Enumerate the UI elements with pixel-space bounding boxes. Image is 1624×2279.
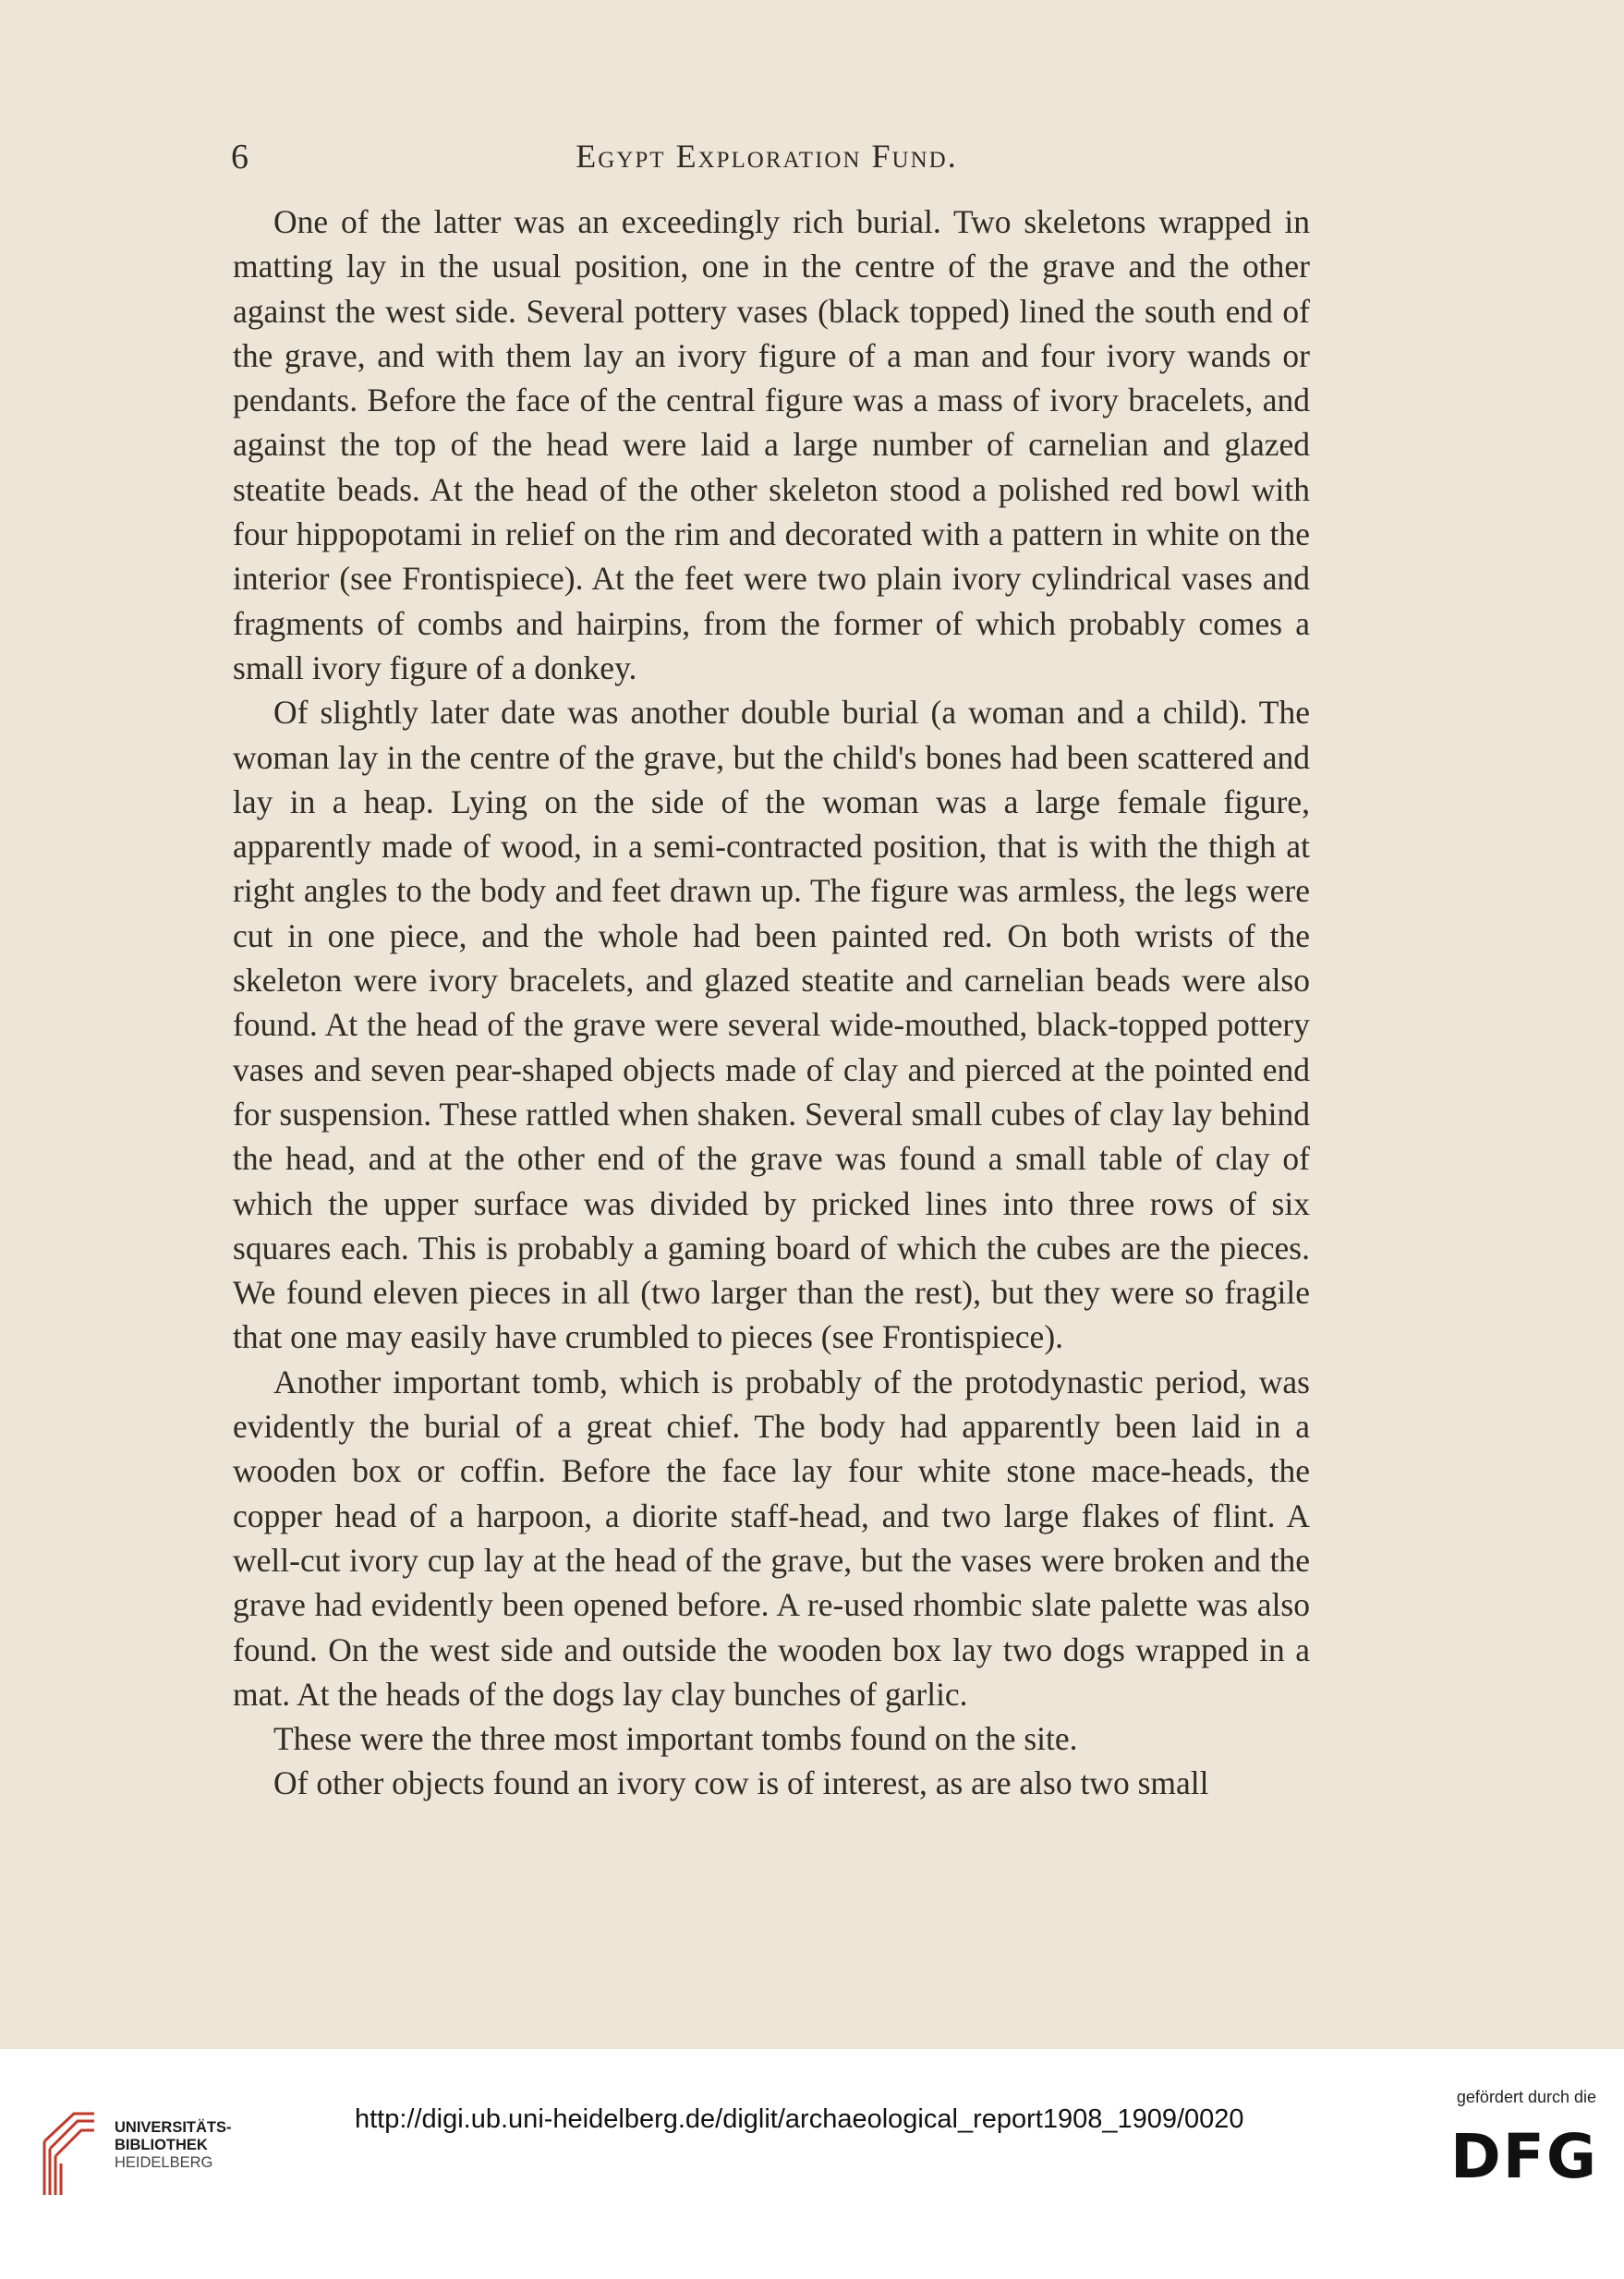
paragraph-1: One of the latter was an exceedingly rich burial. Two skeletons wrapped in matting lay in the usual position, one in the centre of the grave and the other against the west side. Several pottery vases (black topped) lined the south end of the grave, and with them lay an ivory figure of a man and four ivory wands or pendants. Before the face of the central figure was a mass of ivory bracelets, and against the top of the head were laid a large number of carnelian and glazed steatite beads. At the head of the other skeleton stood a polished red bowl with four hippopotami in relief on the rim and decorated with a pattern in white on the interior (see Frontispiece). At the feet were two plain ivory cylindrical vases and fragments of combs and hairpins, from the former of which probably comes a small ivory figure of a donkey. [233, 203, 1310, 686]
permalink-url[interactable]: http://digi.ub.uni-heidelberg.de/diglit/archaeological_report1908_1909/0020 [355, 2104, 1244, 2134]
page-number: 6 [231, 138, 248, 176]
paragraph-4: These were the three most important tombs found on the site. [273, 1720, 1078, 1758]
library-line-3: HEIDELBERG [115, 2154, 213, 2171]
paragraph-5: Of other objects found an ivory cow is of interest, as are also two small [273, 1764, 1209, 1802]
page-header [231, 137, 1303, 183]
library-line-1: UNIVERSITÄTS- [115, 2119, 232, 2136]
paragraph-3: Another important tomb, which is probably of the protodynastic period, was evidently the burial of a great chief. The body had apparently been laid in a wooden box or coffin. Before the face lay four white stone mace-heads, the copper head of a harpoon, a diorite staff-head, and two large flakes of flint. A well-cut ivory cup lay at the head of the grave, but the vases were broken and the grave had evidently been opened before. A re-used rhombic slate palette was also found. On the west side and outside the wooden box lay two dogs wrapped in a mat. At the heads of the dogs lay clay bunches of garlic. [233, 1363, 1310, 1713]
running-title: Egypt Exploration Fund. [576, 138, 958, 175]
library-name [115, 2119, 232, 2172]
dfg-logo[interactable]: DFG [1449, 2121, 1598, 2192]
digitization-footer [0, 2049, 1624, 2279]
university-library-logo-icon [37, 2104, 102, 2197]
body-text [233, 200, 1310, 1806]
funded-by-label: gefördert durch die [1456, 2088, 1596, 2106]
paragraph-2: Of slightly later date was another double burial (a woman and a child). The woman lay in the centre of the grave, but the child's bones had been scattered and lay in a heap. Lying on the side of the woman was a large female figure, apparently made of wood, in a semi-contracted position, that is with the thigh at right angles to the body and feet drawn up. The figure was armless, the legs were cut in one piece, and the whole had been painted red. On both wrists of the skeleton were ivory bracelets, and glazed steatite and carnelian beads were also found. At the head of the grave were several wide-mouthed, black-topped pottery vases and seven pear-shaped objects made of clay and pierced at the pointed end for suspension. These rattled when shaken. Several small cubes of clay lay behind the head, and at the other end of the grave was found a small table of clay of which the upper surface was divided by pricked lines into three rows of six squares each. This is probably a gaming board of which the cubes are the pieces. We found eleven pieces in all (two larger than the rest), but they were so fragile that one may easily have crumbled to pieces (see Frontispiece). [233, 694, 1310, 1356]
library-logo[interactable] [37, 2104, 259, 2206]
library-line-2: BIBLIOTHEK [115, 2137, 208, 2153]
